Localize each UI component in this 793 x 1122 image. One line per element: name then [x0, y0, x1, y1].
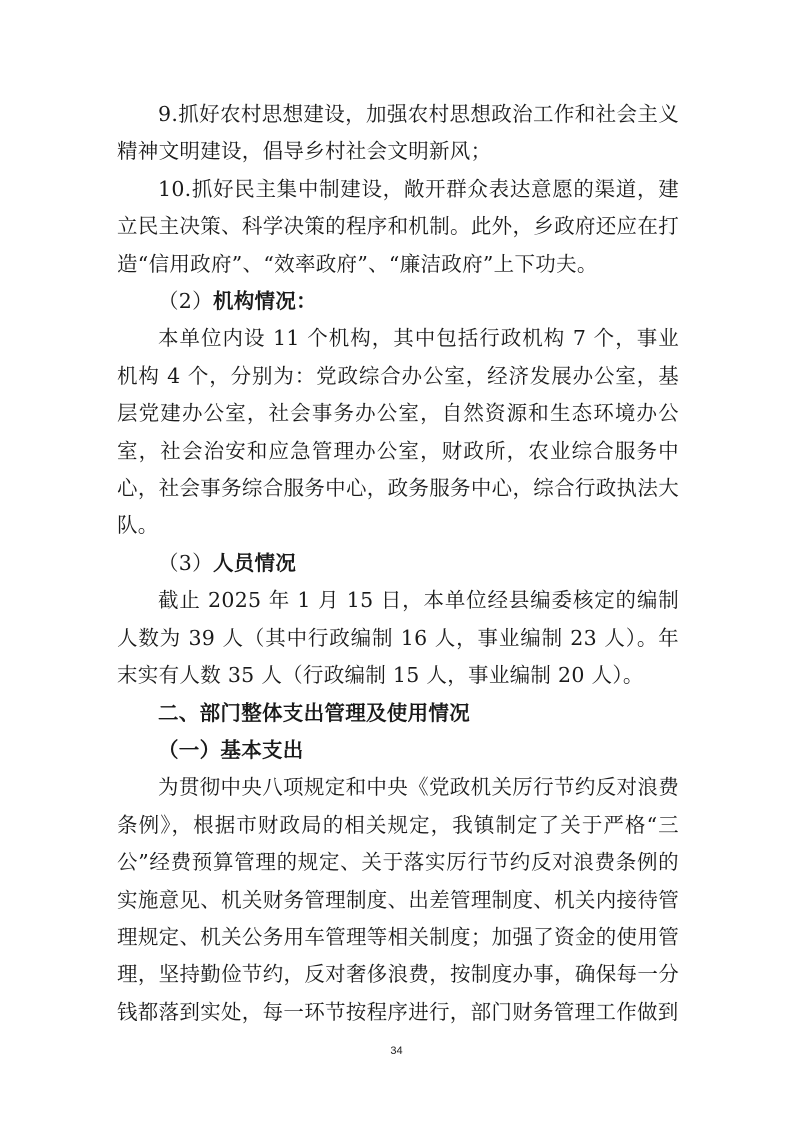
personnel-heading — [117, 545, 679, 582]
personnel-heading-label: （3） — [158, 550, 213, 575]
personnel-heading-title: 人员情况 — [212, 550, 297, 575]
personnel-paragraph: 截止 2025 年 1 月 15 日，本单位经县编委核定的编制人数为 39 人（其中行政编制 16 人，事业编制 23 人）。年末实有人数 35 人（行政编制 15 人，事业编制 20 人）。 — [117, 588, 679, 688]
basic-expense-paragraph: 为贯彻中央八项规定和中央《党政机关厉行节约反对浪费条例》，根据市财政局的相关规定，我镇制定了关于严格“三公”经费预算管理的规定、关于落实厉行节约反对浪费条例的实施意见、机关财务管理制度、出差管理制度、机关内接待管理规定、机关公务用车管理等相关制度；加强了资金的使用管理，坚持勤俭节约，反对奢侈浪费，按制度办事，确保每一分钱都落到实处，每一环节按程序进行，部门财务管理工作做到 — [117, 775, 679, 1024]
document-body — [117, 96, 679, 1031]
institutions-heading-title: 机构情况： — [212, 289, 317, 314]
institutions-paragraph: 本单位内设 11 个机构，其中包括行政机构 7 个，事业机构 4 个，分别为：党政综合办公室，经济发展办公室，基层党建办公室，社会事务办公室，自然资源和生态环境办公室，社会治安和应急管理办公室，财政所，农业综合服务中心，社会事务综合服务中心，政务服务中心，综合行政执法大队。 — [117, 326, 679, 538]
section-2-1-heading: （一）基本支出 — [158, 737, 304, 762]
section-2-heading: 二、部门整体支出管理及使用情况 — [158, 700, 470, 725]
paragraph-item-10: 10.抓好民主集中制建设，敞开群众表达意愿的渠道，建立民主决策、科学决策的程序和机制。此外，乡政府还应在打造“信用政府”、“效率政府”、“廉洁政府”上下功夫。 — [117, 176, 679, 276]
page-number: 34 — [390, 1045, 403, 1057]
paragraph-item-9: 9.抓好农村思想建设，加强农村思想政治工作和社会主义精神文明建设，倡导乡村社会文明新风； — [117, 102, 679, 164]
institutions-heading-label: （2） — [158, 289, 213, 314]
institutions-heading — [117, 283, 679, 320]
